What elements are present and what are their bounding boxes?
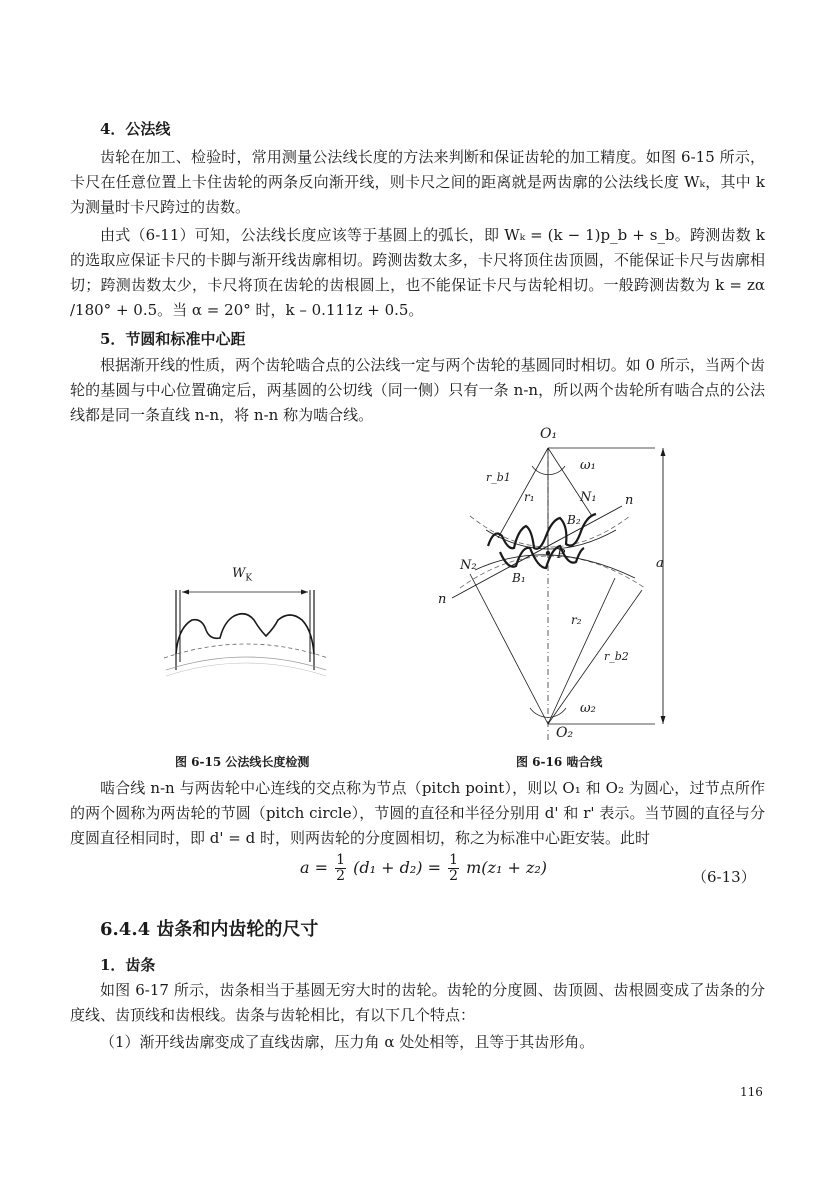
label-n2: N₂ [460, 558, 477, 573]
eq-tooth-sum: m(z₁ + z₂) [466, 858, 548, 877]
paragraph-line-of-action: 根据渐开线的性质，两个齿轮啮合点的公法线一定与两个齿轮的基圆同时相切。如 0 所示，当两个齿轮的基圆与中心位置确定后，两基圆的公切线（同一侧）只有一条 n-n，所以两个齿轮所有啮合点的公法线都是同一条直线 n-n，将 n-n 称为啮合线。 [70, 356, 765, 424]
label-p: P [557, 547, 566, 561]
label-rb2: r_b2 [604, 650, 629, 663]
eq-fraction-2: $\frac{1}{2}$ [449, 852, 459, 884]
label-o2: O₂ [556, 725, 574, 741]
paragraph-common-normal-intro: 齿轮在加工、检验时，常用测量公法线长度的方法来判断和保证齿轮的加工精度。如图 6-15 所示，卡尺在任意位置上卡住齿轮的两条反向渐开线，则卡尺之间的距离就是两齿廓的公法线长度 Wₖ，其中 k 为测量时卡尺跨过的齿数。 [70, 148, 765, 216]
figure-6-16-caption: 图 6-16 啮合线 [516, 755, 603, 769]
label-r2: r₂ [571, 613, 582, 627]
label-n1: N₁ [580, 490, 597, 505]
section-heading-pitch-circle: 5．节圆和标准中心距 [100, 330, 246, 348]
figure-6-15-diagram [162, 570, 332, 685]
label-b1: B₁ [512, 571, 526, 585]
section-heading-rack: 1．齿条 [100, 956, 156, 974]
label-omega1: ω₁ [580, 458, 596, 473]
figure-6-15-caption: 图 6-15 公法线长度检测 [175, 755, 310, 769]
paragraph-common-normal-length: 由式（6-11）可知，公法线长度应该等于基圆上的弧长，即 Wₖ = (k − 1)p_b + s_b。跨测齿数 k 的选取应保证卡尺的卡脚与渐开线齿廓相切。跨测齿数太多，卡尺将顶住齿顶圆，不能保证卡尺与齿廓相切；跨测齿数太少，卡尺将顶在齿轮的齿根圆上，也不能保证卡尺与齿轮相切。一般跨测齿数为 k = zα /180° + 0.5。当 α = 20° 时，k – 0.111z + 0.5。 [70, 226, 765, 319]
paragraph-rack-intro: 如图 6-17 所示，齿条相当于基圆无穷大时的齿轮。齿轮的分度圆、齿顶圆、齿根圆变成了齿条的分度线、齿顶线和齿根线。齿条与齿轮相比，有以下几个特点： [70, 981, 765, 1024]
section-title-6-4-4: 6.4.4 齿条和内齿轮的尺寸 [100, 919, 319, 940]
eq-lhs: a = [300, 858, 329, 877]
eq-diameter-sum: (d₁ + d₂) = [353, 858, 442, 877]
label-a-distance: a [656, 556, 664, 571]
label-rb1: r_b1 [486, 471, 511, 484]
equation-number: （6-13） [692, 868, 756, 886]
eq-fraction-1: $\frac{1}{2}$ [336, 852, 346, 884]
equation-6-13 [300, 853, 547, 884]
page-number: 116 [740, 1085, 763, 1099]
label-o1: O₁ [540, 426, 558, 442]
label-n-top: n [625, 493, 634, 508]
paragraph-rack-feature-1: （1）渐开线齿廓变成了直线齿廓，压力角 α 处处相等，且等于其齿形角。 [100, 1033, 595, 1051]
section-heading-common-normal: 4．公法线 [100, 120, 171, 138]
fig15-label-wk: $W_K$ [232, 566, 253, 584]
label-n-left: n [438, 592, 447, 607]
label-b2: B₂ [567, 513, 581, 527]
paragraph-pitch-point: 啮合线 n-n 与两齿轮中心连线的交点称为节点（pitch point），则以 O₁ 和 O₂ 为圆心，过节点所作的两个圆称为两齿轮的节圆（pitch circle），节圆的直径和半径分别用 d' 和 r' 表示。当节圆的直径与分度圆直径相同时，即 d' = d 时，则两齿轮的分度圆相切，称之为标准中心距安装。此时 [70, 779, 765, 847]
figure-6-16-diagram [430, 418, 690, 748]
label-omega2: ω₂ [580, 701, 596, 716]
label-r1: r₁ [524, 490, 535, 504]
